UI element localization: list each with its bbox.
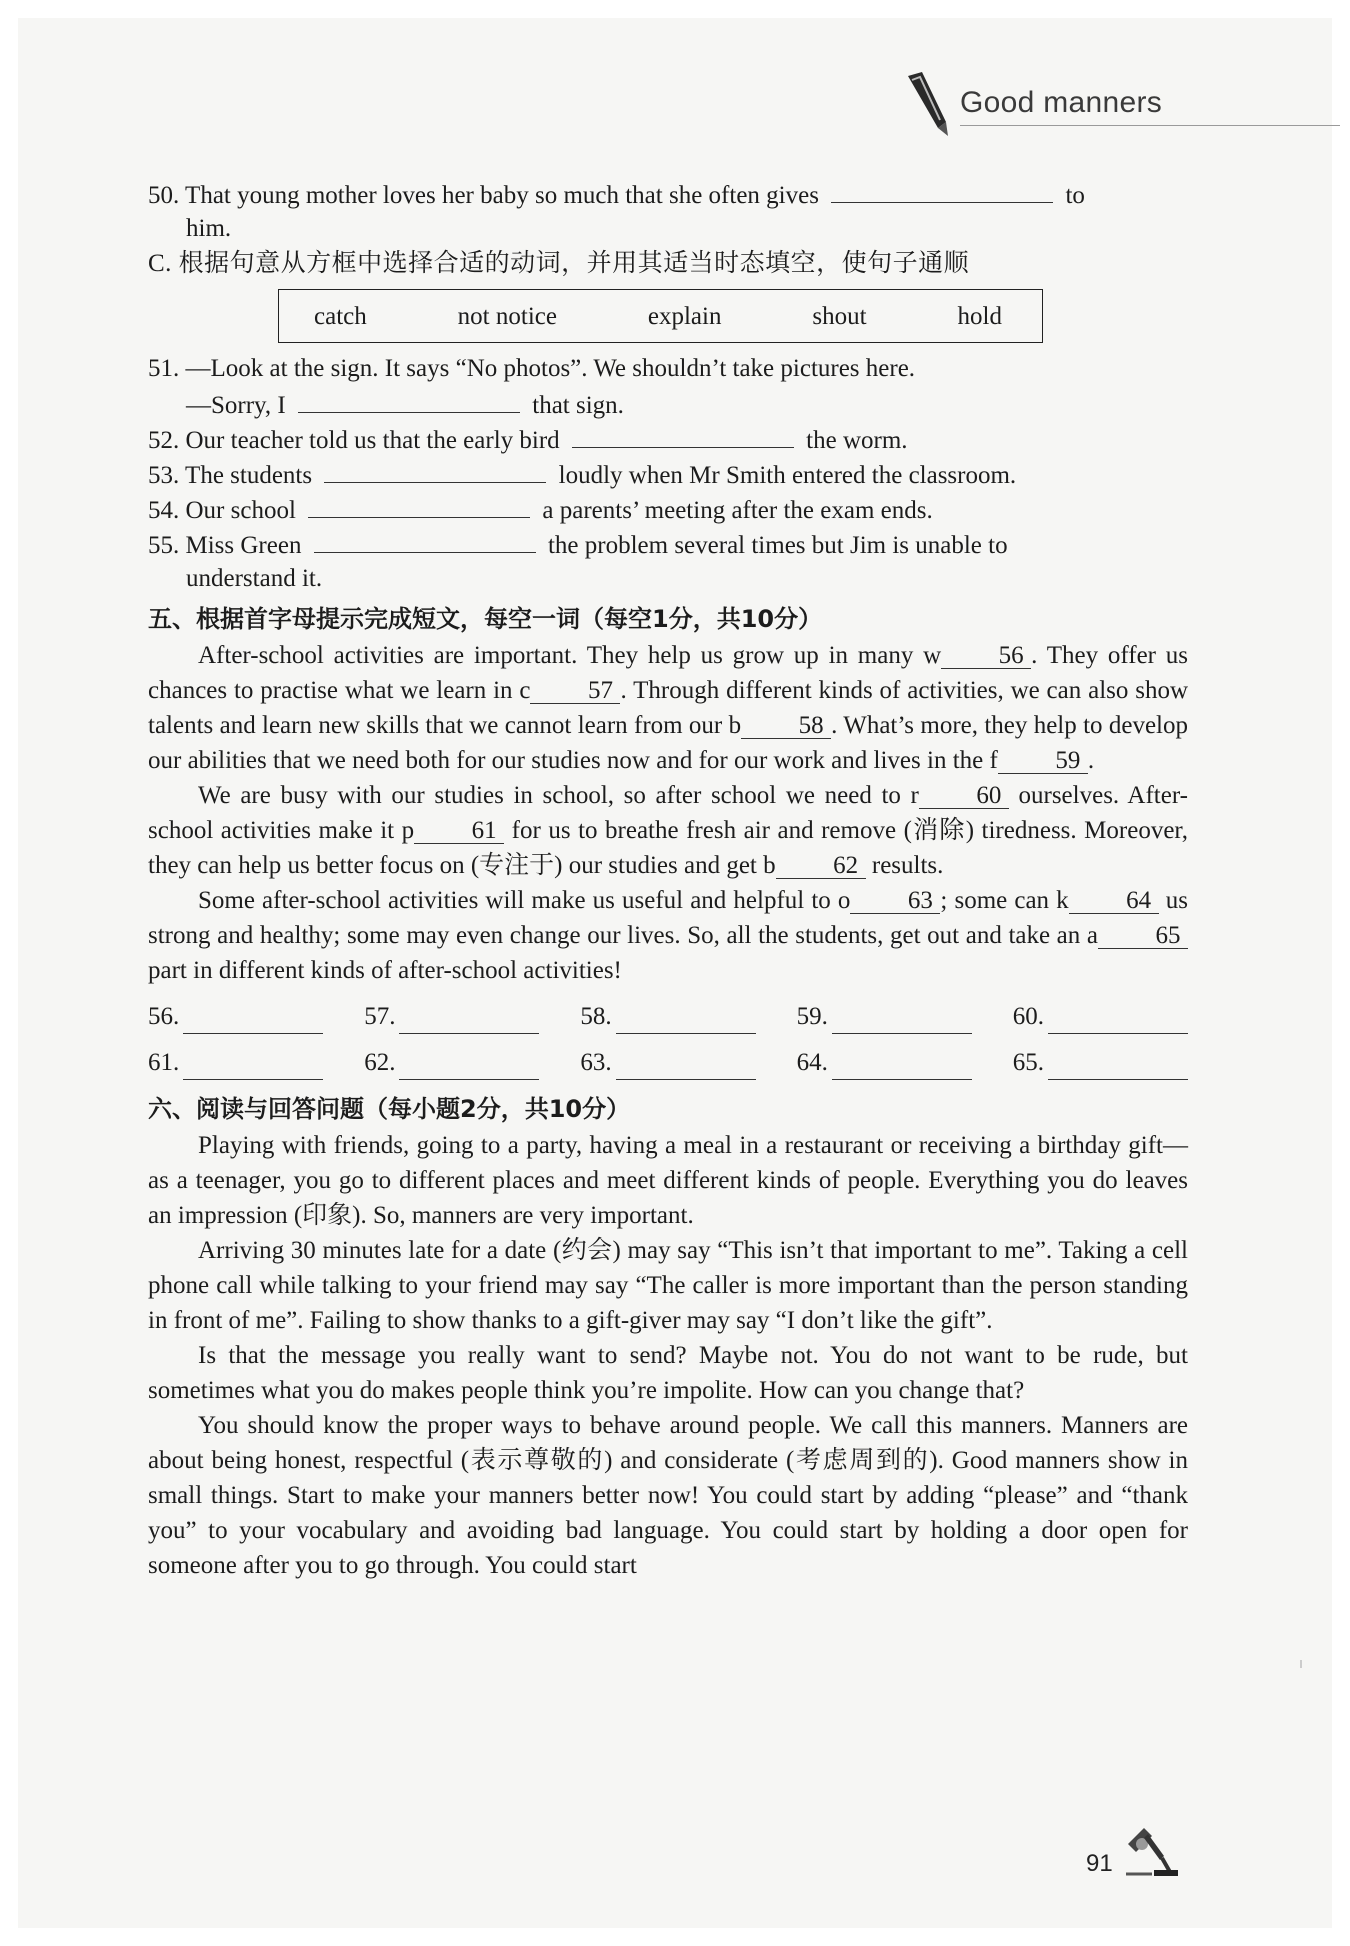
answer-item: 65. — [1013, 1045, 1188, 1080]
unit-title: Good manners — [960, 86, 1163, 119]
answer-blank[interactable] — [298, 386, 520, 413]
question-53: 53. The students loudly when Mr Smith entered the classroom. — [148, 456, 1188, 491]
section-5-heading: 五、根据首字母提示完成短文，每空一词（每空1分，共10分） — [148, 605, 823, 633]
blank-62[interactable]: 62 — [776, 852, 866, 879]
answer-blank[interactable] — [832, 1007, 972, 1034]
question-50-cont: him. — [186, 215, 232, 242]
answer-blank[interactable] — [1048, 1007, 1188, 1034]
blank-65[interactable]: 65 — [1098, 922, 1188, 949]
word-explain: explain — [647, 302, 722, 330]
word-catch: catch — [314, 302, 367, 330]
answer-blank[interactable] — [616, 1053, 756, 1080]
section-6-heading: 六、阅读与回答问题（每小题2分，共10分） — [148, 1095, 631, 1123]
question-55-cont: understand it. — [186, 565, 323, 592]
answer-blank[interactable] — [314, 526, 536, 553]
passage-6-paragraph-4: You should know the proper ways to behave around people. We call this manners. Manners are about being honest, respectful (表示尊敬的) and considerate (考虑周到的). Good manners show in small things. Start to make your manners better now! You could start by adding “please” and “thank you” to your vocabulary and avoiding bad language. You could start by holding a door open for someone after you to go through. You could start — [148, 1412, 1188, 1579]
passage-6-paragraph-2: Arriving 30 minutes late for a date (约会) may say “This isn’t that important to me”. Taking a cell phone call while talking to your friend may say “The caller is more important than the person standing in front of me”. Failing to show thanks to a gift-giver may say “I don’t like the gift”. — [148, 1237, 1188, 1334]
answer-item: 64. — [797, 1045, 972, 1080]
passage-5-paragraph-1: After-school activities are important. They help us grow up in many w 56 . They offer us chances to practise what we learn in c 57 . Through different kinds of activities, we can also show talents and learn new skills that we cannot learn from our b 58 . What’s more, they help to develop our abilities that we need both for our studies now and for our work and lives in the f 59 . — [148, 642, 1189, 774]
answer-row-1 — [148, 988, 1188, 1034]
word-box — [278, 289, 1043, 343]
passage-6-paragraph-1: Playing with friends, going to a party, having a meal in a restaurant or receiving a birthday gift—as a teenager, you go to different places and meet different kinds of people. Everything you do leaves an impression (印象). So, manners are very important. — [148, 1132, 1188, 1229]
answer-blank[interactable] — [572, 421, 794, 448]
answer-blank[interactable] — [183, 1007, 323, 1034]
header-rule — [960, 125, 1340, 126]
answer-row-2 — [148, 1034, 1188, 1080]
question-55: 55. Miss Green the problem several times but Jim is unable to — [148, 526, 1188, 561]
page-number: 91 — [1086, 1850, 1113, 1877]
answer-item: 57. — [364, 999, 539, 1034]
answer-item: 63. — [580, 1045, 755, 1080]
answer-blank[interactable] — [831, 176, 1053, 203]
blank-61[interactable]: 61 — [414, 817, 504, 844]
answer-item: 62. — [364, 1045, 539, 1080]
answer-blank[interactable] — [399, 1053, 539, 1080]
question-50: 50. That young mother loves her baby so much that she often gives to — [148, 176, 1188, 211]
answer-item: 60. — [1013, 999, 1188, 1034]
answer-item: 59. — [797, 999, 972, 1034]
page-header — [900, 70, 1340, 140]
passage-6-paragraph-3: Is that the message you really want to send? Maybe not. You do not want to be rude, but sometimes what you do makes people think you’re impolite. How can you change that? — [148, 1342, 1188, 1404]
answer-blank[interactable] — [183, 1053, 323, 1080]
answer-blank[interactable] — [832, 1053, 972, 1080]
answer-blank[interactable] — [308, 491, 530, 518]
answer-item: 61. — [148, 1045, 323, 1080]
section-c-heading: C. 根据句意从方框中选择合适的动词，并用其适当时态填空，使句子通顺 — [148, 250, 970, 277]
word-hold: hold — [957, 302, 1002, 330]
answer-blank[interactable] — [616, 1007, 756, 1034]
question-51: 51. —Look at the sign. It says “No photos”. We shouldn’t take pictures here. — [148, 355, 916, 382]
answer-blank[interactable] — [1048, 1053, 1188, 1080]
page-mark — [1300, 1660, 1302, 1668]
answer-item: 56. — [148, 999, 323, 1034]
question-54: 54. Our school a parents’ meeting after the exam ends. — [148, 491, 1188, 526]
word-not-notice: not notice — [457, 302, 557, 330]
passage-5-paragraph-3: Some after-school activities will make us useful and helpful to o 63 ; some can k 64 us strong and healthy; some may even change our lives. So, all the students, get out and take an a 65 part in different kinds of after-school activities! — [148, 887, 1189, 984]
blank-56[interactable]: 56 — [941, 642, 1031, 669]
blank-58[interactable]: 58 — [741, 712, 831, 739]
question-51-reply: —Sorry, I that sign. — [148, 386, 1188, 421]
question-52: 52. Our teacher told us that the early bird the worm. — [148, 421, 1188, 456]
answer-item: 58. — [580, 999, 755, 1034]
blank-60[interactable]: 60 — [919, 782, 1009, 809]
answer-blank[interactable] — [324, 456, 546, 483]
desk-lamp-icon — [1122, 1820, 1180, 1880]
word-shout: shout — [812, 302, 867, 330]
worksheet-content — [148, 176, 1188, 1583]
blank-64[interactable]: 64 — [1069, 887, 1159, 914]
blank-63[interactable]: 63 — [850, 887, 940, 914]
answer-blank[interactable] — [399, 1007, 539, 1034]
blank-57[interactable]: 57 — [530, 677, 620, 704]
blank-59[interactable]: 59 — [998, 747, 1088, 774]
pen-icon — [900, 70, 960, 140]
passage-5-paragraph-2: We are busy with our studies in school, so after school we need to r 60 ourselves. After-school activities make it p 61 for us to breathe fresh air and remove (消除) tiredness. Moreover, they can help us better focus on (专注于) our studies and get b 62 results. — [148, 782, 1188, 879]
